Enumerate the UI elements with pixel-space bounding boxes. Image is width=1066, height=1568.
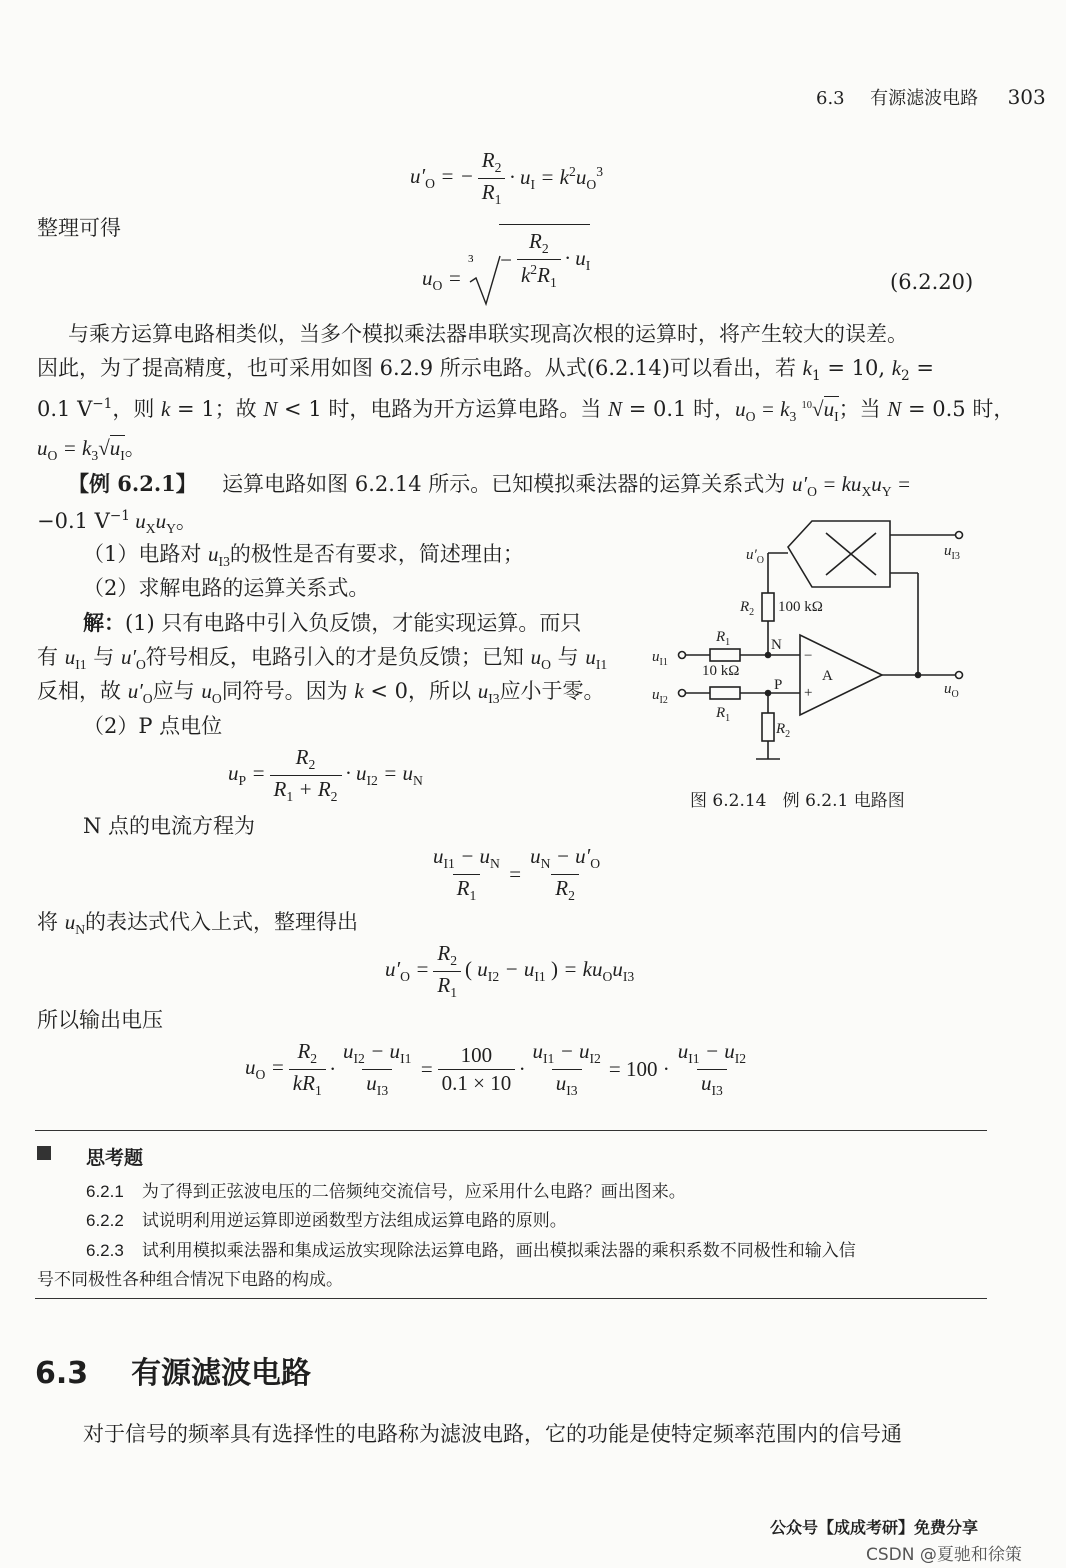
paragraph-line-4: $u_O = k_3√u_I$。 [37, 436, 146, 464]
equation-uo-prime-2: $u'_O$ = $\frac{R_2}{R_1}$ ( $u_{I2} - u_{I1}$ ) = $ku_Ou_{I3}$ [385, 941, 635, 1001]
resistor-r2 [762, 593, 774, 621]
label-plus: + [804, 685, 813, 701]
label-r2-ground: $R_2$ [776, 721, 791, 740]
thinking-title: 思考题 [86, 1147, 144, 1169]
label-node-n: N [771, 637, 782, 653]
label-u13: $u_{I3}$ [944, 543, 960, 562]
label-r1-bottom: $R_1$ [716, 705, 731, 724]
footer-share: 公众号【成成考研】免费分享 [770, 1518, 979, 1537]
resistor-r2-ground [762, 713, 774, 741]
solution-line-3: 反相，故 $u'_O$应与 $u_O$同符号。因为 k < 0，所以 $u_{I3}$应小于零。 [37, 679, 605, 707]
thinking-q2: 6.2.2 试说明利用逆运算即逆函数型方法组成运算电路的原则。 [86, 1211, 567, 1231]
solution-line-1: 解：(1) 只有电路中引入负反馈，才能实现运算。而只 [83, 610, 582, 635]
section-heading [35, 1348, 311, 1392]
example-line-2: −0.1 $V^{-1}$ $u_Xu_Y$。 [37, 508, 197, 537]
header-title: 有源滤波电路 [870, 88, 979, 109]
question-2: （2）求解电路的运算关系式。 [83, 576, 370, 600]
resistor-r1-top [710, 649, 740, 661]
circuit-diagram [650, 515, 980, 765]
thinking-bottom-rule [35, 1298, 987, 1299]
label-r2: $R_2$ [740, 599, 755, 618]
terminal-u13 [956, 532, 963, 539]
multiplier-block [788, 521, 890, 587]
label-uo: $u_O$ [944, 681, 959, 700]
equation-final: $u_O$ = $\frac{R_2}{kR_1}$ · $\frac{u_{I2} - u_{I1}}{u_{I3}}$ = $\frac{100}{0.1 \times 10}$ · $\frac{u_{I1} - u_{I2}}{u_{I3}}$ = 100 · $\frac{u_{I1} - u_{I2}}{u_{I3}}$ [245, 1039, 747, 1099]
label-r1-top: $R_1$ [716, 629, 731, 648]
footer-watermark: CSDN @夏驰和徐策 [866, 1545, 1022, 1565]
terminal-uo [956, 672, 963, 679]
thinking-q3-cont: 号不同极性各种组合情况下电路的构成。 [37, 1270, 343, 1290]
page-number: 303 [1007, 85, 1046, 109]
terminal-u12 [679, 690, 686, 697]
opamp [800, 635, 882, 715]
example-line-1: 【例 6.2.1】 运算电路如图 6.2.14 所示。已知模拟乘法器的运算关系式为 $u'_O = ku_Xu_Y$ = [68, 471, 912, 500]
equation-number: (6.2.20) [890, 270, 974, 294]
thinking-q3: 6.2.3 试利用模拟乘法器和集成运放实现除法运算电路，画出模拟乘法器的乘积系数不同极性和输入信 [86, 1241, 856, 1261]
equation-n-current: $\frac{u_{I1} - u_N}{R_1}$ = $\frac{u_N - u'_O}{R_2}$ [433, 844, 601, 904]
substitute-line: 将 $u_N$的表达式代入上式，整理得出 [37, 910, 359, 938]
running-header [816, 84, 1046, 110]
equation-uo-prime: $u'_O$ = − $\frac{R_2}{R_1}$ · $u_I = k^2u_O^3$ [410, 148, 604, 208]
label-r2-value: 100 kΩ [778, 599, 823, 615]
output-voltage-heading: 所以输出电压 [37, 1008, 163, 1032]
terminal-u11 [679, 652, 686, 659]
label-u11: $u_{I1}$ [652, 649, 668, 668]
equation-cube-root: $u_O$ = 3 − $\frac{R_2}{k^2R_1}$ · $u_I$ [422, 252, 590, 308]
label-u12: $u_{I2}$ [652, 687, 668, 706]
thinking-top-rule [35, 1130, 987, 1131]
header-section: 6.3 [816, 88, 845, 109]
svg-text:3: 3 [467, 253, 474, 265]
equation-up: $u_P$ = $\frac{R_2}{R_1 + R_2}$ · $u_{I2} = u_N$ [228, 745, 423, 805]
cube-root-sign [466, 252, 502, 308]
section-title: 有源滤波电路 [131, 1356, 312, 1391]
paragraph-line-3: 0.1 $V^{-1}$，则 k = 1；故 N < 1 时，电路为开方运算电路。当 N = 0.1 时，$u_O = k_3$ $^{10}√u_I$；当 N = 0.5 时， [37, 396, 1015, 425]
p-point-heading: （2）P 点电位 [83, 714, 223, 738]
text-zhengli: 整理可得 [37, 216, 121, 240]
label-uo-prime: $u'_O$ [746, 547, 765, 566]
thinking-q1: 6.2.1 为了得到正弦波电压的二倍频纯交流信号，应采用什么电路？画出图来。 [86, 1182, 686, 1202]
label-node-p: P [774, 677, 783, 693]
paragraph-line-1: 与乘方运算电路相类似，当多个模拟乘法器串联实现高次根的运算时，将产生较大的误差。 [68, 322, 908, 346]
question-1: （1）电路对 $u_{I3}$的极性是否有要求，简述理由； [83, 542, 524, 570]
label-opamp-a: A [822, 668, 833, 684]
n-point-heading: N 点的电流方程为 [83, 814, 256, 838]
section-intro: 对于信号的频率具有选择性的电路称为滤波电路，它的功能是使特定频率范围内的信号通 [83, 1422, 902, 1446]
thinking-square-icon [37, 1146, 51, 1160]
section-number: 6.3 [35, 1356, 89, 1391]
example-label: 【例 6.2.1】 [68, 471, 197, 496]
resistor-r1-bottom [710, 687, 740, 699]
label-minus: − [804, 648, 813, 664]
label-r1-value: 10 kΩ [702, 663, 740, 679]
solution-line-2: 有 $u_{I1}$ 与 $u'_O$符号相反，电路引入的才是负反馈；已知 $u_O$ 与 $u_{I1}$ [37, 645, 608, 673]
figure-caption: 图 6.2.14 例 6.2.1 电路图 [690, 791, 905, 811]
paragraph-line-2: 因此，为了提高精度，也可采用如图 6.2.9 所示电路。从式(6.2.14)可以看出，若 $k_1 = 10$, $k_2$ = [37, 356, 934, 385]
